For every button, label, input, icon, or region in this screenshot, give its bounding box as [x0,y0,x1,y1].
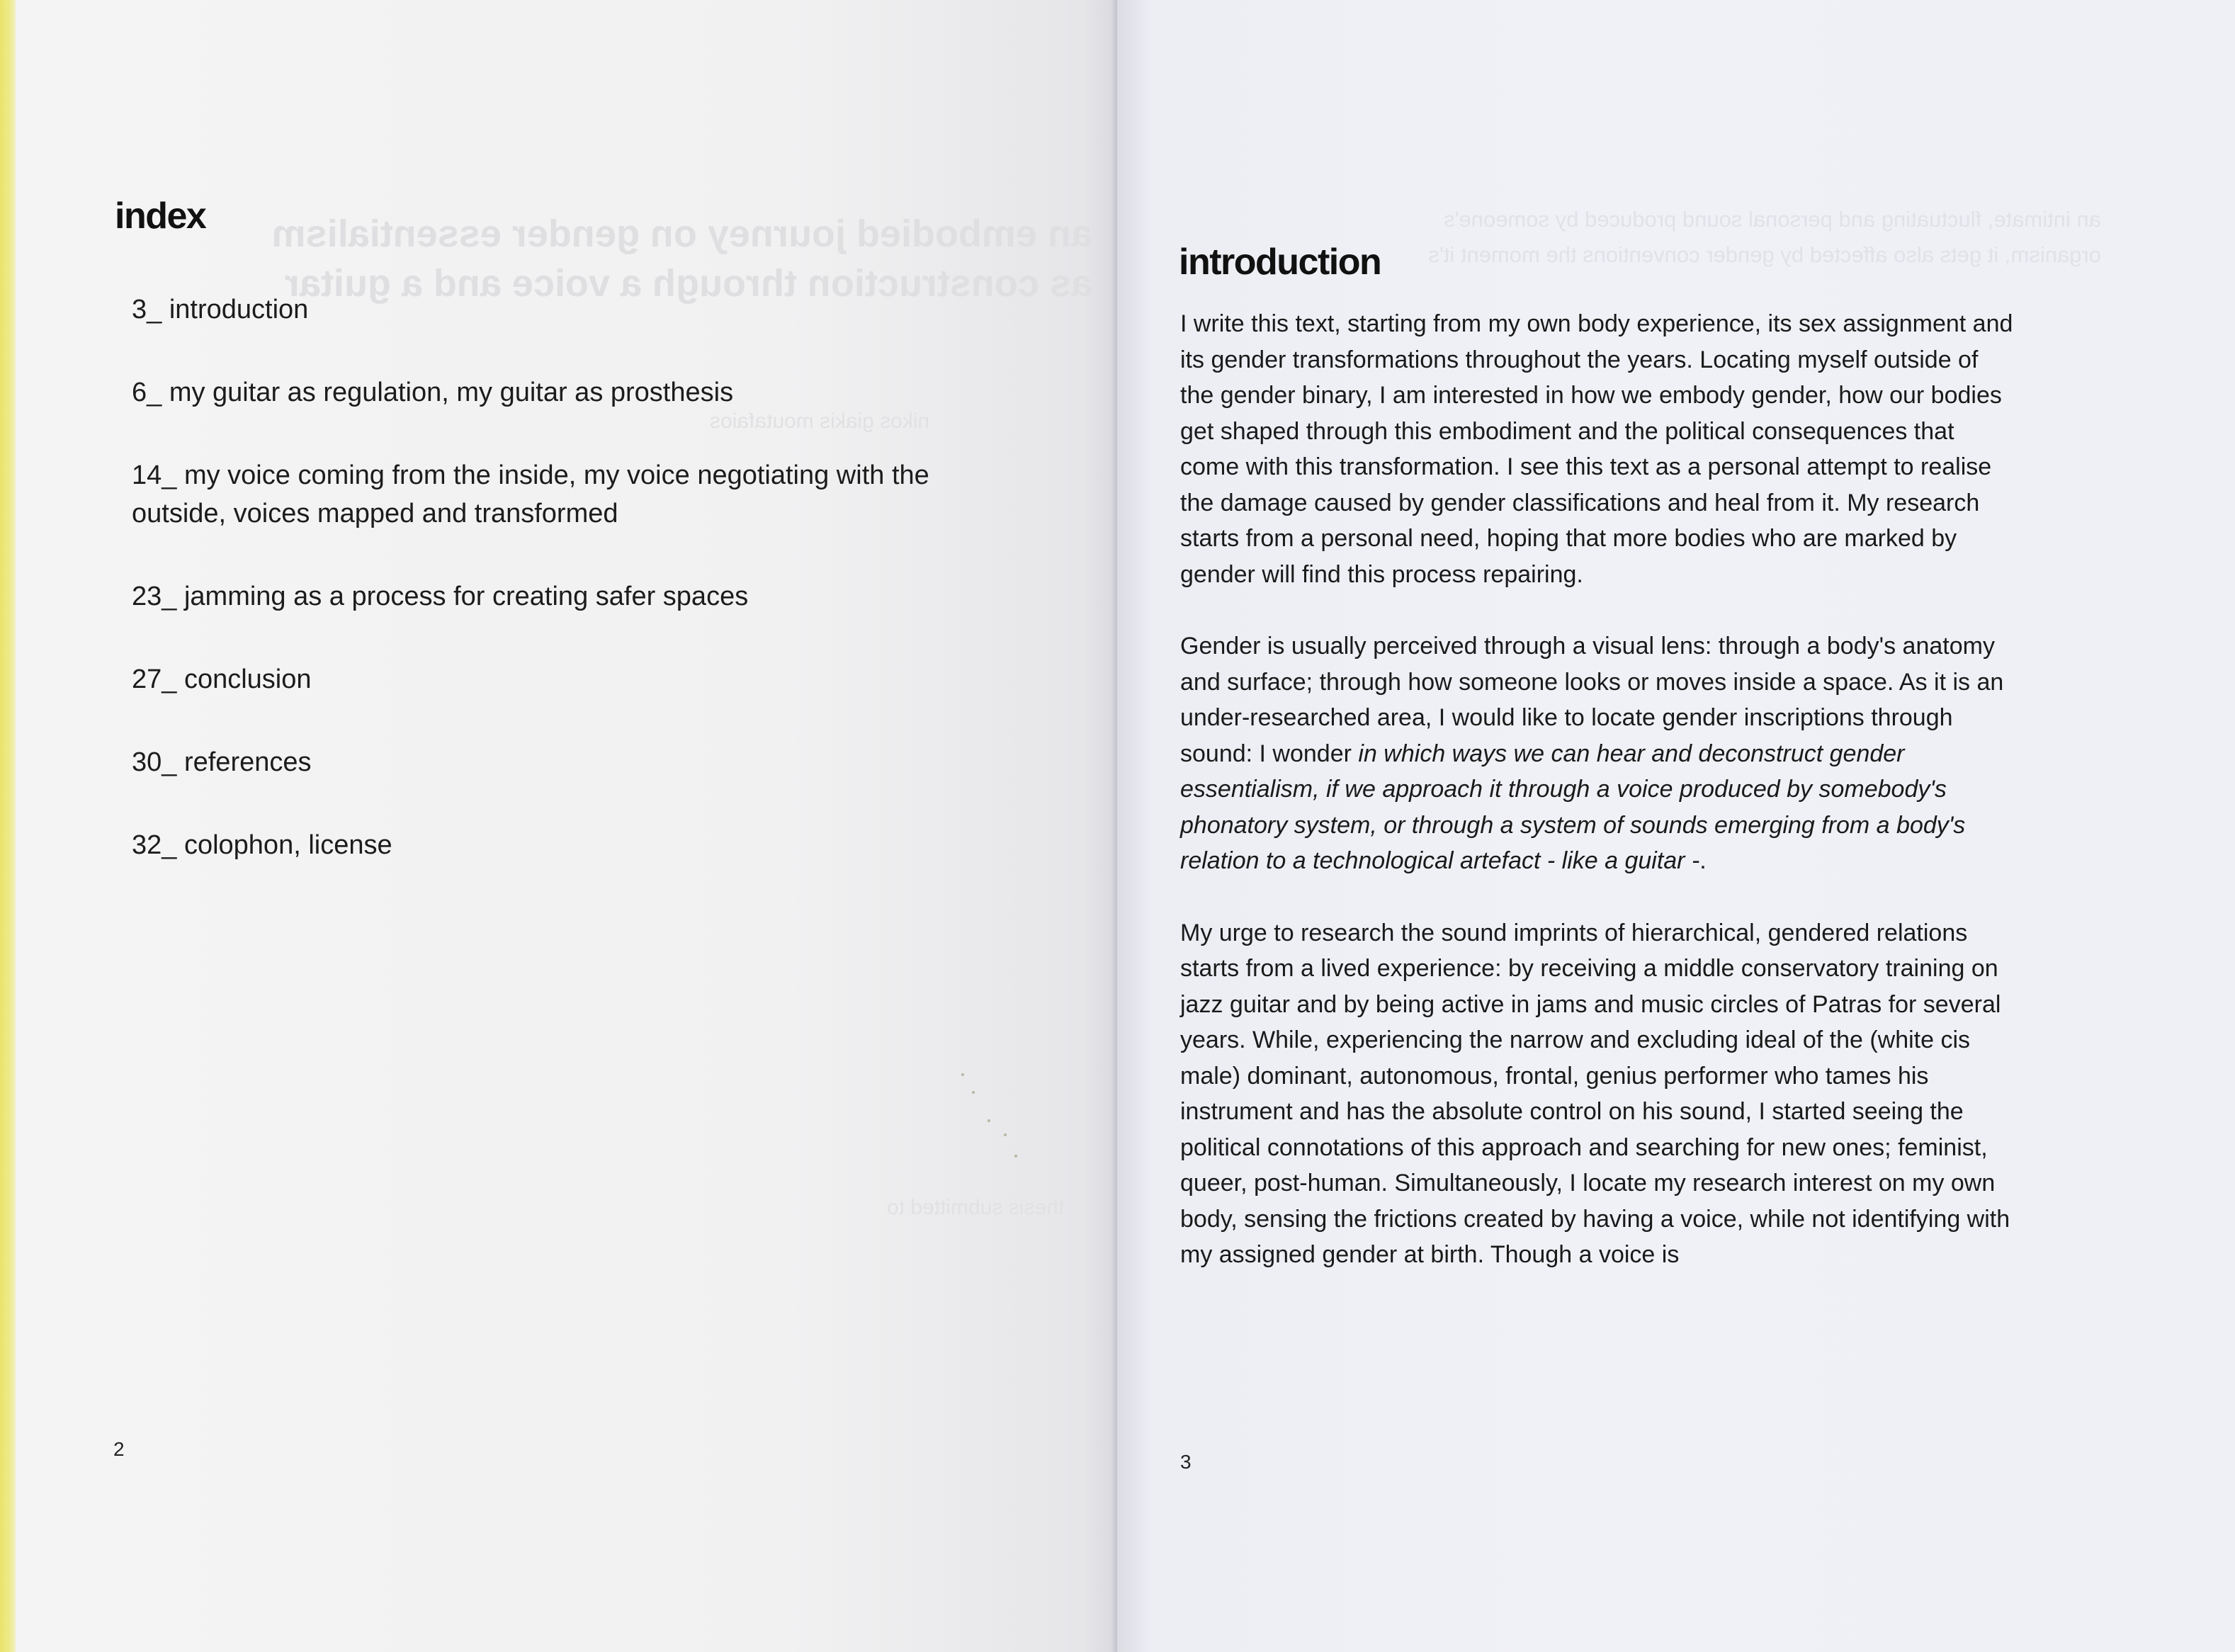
paper-speck [1004,1133,1007,1136]
introduction-body [1180,306,2016,1309]
paper-speck [972,1091,975,1094]
paragraph-1: I write this text, starting from my own body experience, its sex assignment and its gender transformations throughout the years. Locating myself outside of the gender binary, I am interested in how we embody gender, how our bodies get shaped through this embodiment and the political consequences that come with this transformation. I see this text as a personal attempt to realise the damage caused by gender classifications and heal from it. My research starts from a personal need, hoping that more bodies who are marked by gender will find this process repairing. [1180,310,2013,588]
show-through-title-line: as construction through a voice and a guitar [284,262,1092,305]
right-page-number: 3 [1180,1451,1192,1473]
left-page-number: 2 [113,1438,125,1460]
paragraph-2-text: Gender is usually perceived through a visual lens: through a body's anatomy and surface; through how someone looks or moves inside a space. As it is an under-researched area, I would like to locate gender inscriptions through sound: I wonder [1180,633,2004,767]
toc-entry-introduction[interactable]: 3_ introduction [132,295,309,324]
toc-entry-colophon[interactable]: 32_ colophon, license [132,830,392,860]
show-through-note: thesis submitted to [887,1196,1065,1219]
paper-speck [1014,1155,1017,1158]
show-through-title-line: an embodied journey on gender essentialism [271,213,1092,255]
toc-entry-guitar[interactable]: 6_ my guitar as regulation, my guitar as prosthesis [132,378,734,407]
paper-speck [961,1073,964,1076]
table-of-contents [132,290,946,909]
toc-entry-jamming[interactable]: 23_ jamming as a process for creating safer spaces [132,582,749,611]
show-through-author: nikos giakis moutafaios [710,409,930,433]
toc-entry-conclusion[interactable]: 27_ conclusion [132,664,312,694]
yellow-cover-edge [0,0,16,1652]
paragraph-2-italic-question: in which ways we can hear and deconstruct gender essentialism, if we approach it through a voice produced by somebody's phonatory system, or through a system of sounds emerging from a body's relation to a technological artefact - like a guitar - [1180,740,1966,874]
show-through-right-line: organism, it gets also affected by gender conventions the moment it's [1428,242,2101,267]
introduction-heading: introduction [1179,242,1381,283]
left-page [16,0,1117,1652]
paragraph-3: My urge to research the sound imprints of hierarchical, gendered relations starts from a lived experience: by receiving a middle conservatory training on jazz guitar and by being active in jams and music circles of Patras for several years. While, experiencing the narrow and excluding ideal of the (white cis male) dominant, autonomous, frontal, genius performer who tames his instrument and has the absolute control on his sound, I started seeing the political connotations of this approach and searching for new ones; feminist, queer, post-human. Simultaneously, I locate my research interest on my own body, sensing the frictions created by having a voice, while not identifying with my assigned gender at birth. Though a voice is [1180,919,2010,1268]
paragraph-2 [1180,628,2016,879]
toc-entry-references[interactable]: 30_ references [132,747,312,777]
paper-speck [988,1119,990,1122]
index-heading: index [115,196,206,237]
show-through-right-line: an intimate, fluctuating and personal sound produced by someone's [1444,207,2101,232]
paragraph-2-period: . [1699,847,1707,874]
toc-entry-voice[interactable]: 14_ my voice coming from the inside, my voice negotiating with the outside, voices mapped and transformed [132,460,929,528]
